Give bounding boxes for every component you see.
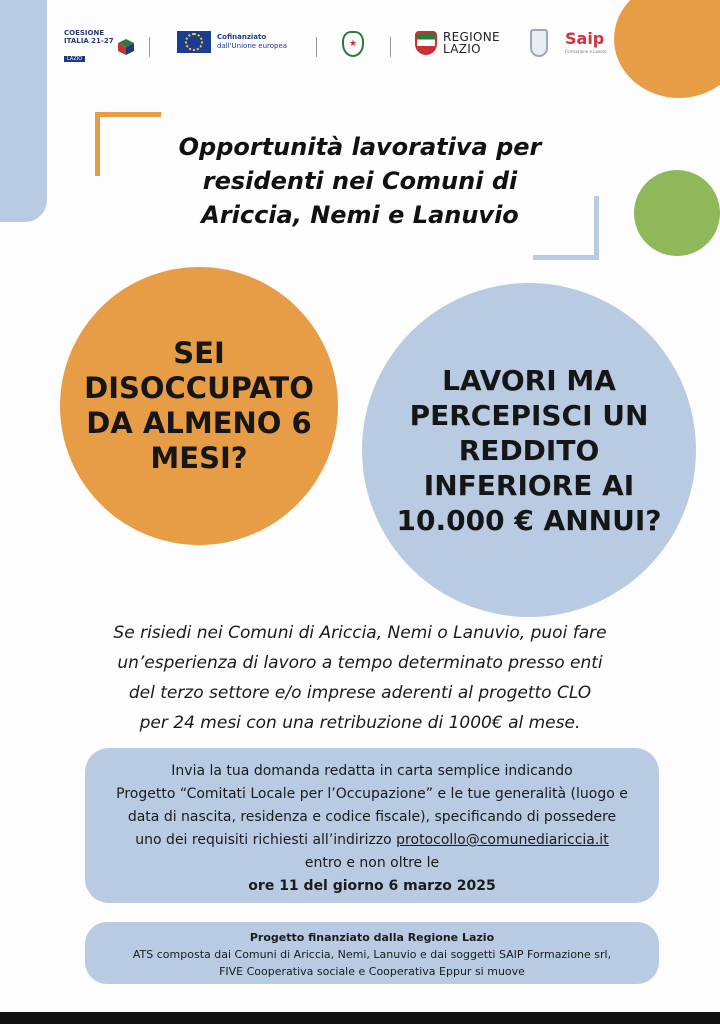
eu-flag-icon <box>177 31 211 53</box>
description-line-4: per 24 mesi con una retribuzione di 1000€ al mese. <box>139 713 581 733</box>
application-line-3: data di nascita, residenza e codice fiscale), specificando di possedere <box>127 809 617 825</box>
circle-left-line-3: DA ALMENO 6 <box>86 406 312 440</box>
decorative-orange-circle <box>614 0 720 98</box>
coesione-region: LAZIO <box>64 56 85 62</box>
description-line-2: un’esperienza di lavoro a tempo determinato presso enti <box>117 653 603 673</box>
logo-header <box>60 25 620 65</box>
emblem-star-icon: ★ <box>349 39 358 49</box>
circle-right-line-1: LAVORI MA <box>442 363 616 397</box>
bottom-strip <box>0 1012 720 1024</box>
logo-separator <box>316 37 317 57</box>
description-line-1: Se risiedi nei Comuni di Ariccia, Nemi o Lanuvio, puoi fare <box>113 623 607 643</box>
application-line-1: Invia la tua domanda redatta in carta semplice indicando <box>171 763 573 779</box>
low-income-question-circle <box>362 283 696 617</box>
deadline-text: ore 11 del giorno 6 marzo 2025 <box>248 878 496 894</box>
regione-line2: LAZIO <box>443 42 481 56</box>
eu-line2: dall'Unione europea <box>217 42 288 50</box>
circle-left-line-4: MESI? <box>150 441 248 475</box>
application-line-2: Progetto “Comitati Locale per l’Occupazione” e le tue generalità (luogo e <box>116 786 628 802</box>
application-line-5: entro e non oltre le <box>304 855 440 871</box>
coesione-line2: ITALIA 21-27 <box>64 37 114 45</box>
saip-subtitle: Formazione e Lavoro <box>565 49 607 54</box>
title-line-1: Opportunità lavorativa per <box>178 133 542 161</box>
coesione-italia-logo <box>64 29 135 64</box>
unemployed-question-circle <box>60 267 338 545</box>
job-description <box>70 618 650 738</box>
application-line-4-prefix: uno dei requisiti richiesti all’indirizzo <box>135 832 397 848</box>
decorative-orange-bracket-vertical <box>95 112 100 176</box>
decorative-blue-bar <box>0 0 47 222</box>
funding-info-box <box>85 922 659 984</box>
application-line-4 <box>85 829 659 852</box>
eu-cofinanziato-logo <box>177 31 287 53</box>
circle-left-line-2: DISOCCUPATO <box>84 371 314 405</box>
circle-right-line-4: INFERIORE AI <box>423 468 635 502</box>
funding-line-1: ATS composta dai Comuni di Ariccia, Nemi, Lanuvio e dai soggetti SAIP Formazione srl, <box>132 948 612 961</box>
regione-lazio-logo <box>415 31 500 55</box>
circle-right-line-2: PERCEPISCI UN <box>409 398 649 432</box>
comune-crest-icon <box>530 29 548 57</box>
decorative-orange-bracket-horizontal <box>95 112 161 117</box>
email-link[interactable]: protocollo@comunediariccia.it <box>396 832 609 848</box>
funding-line-2: FIVE Cooperativa sociale e Cooperativa Eppur si muove <box>219 965 525 978</box>
page-title <box>110 130 610 232</box>
title-line-2: residenti nei Comuni di <box>202 167 518 195</box>
decorative-green-circle <box>634 170 720 256</box>
description-line-3: del terzo settore e/o imprese aderenti al progetto CLO <box>128 683 592 703</box>
title-line-3: Ariccia, Nemi e Lanuvio <box>201 201 519 229</box>
circle-left-line-1: SEI <box>173 336 225 370</box>
coesione-line1: COESIONE <box>64 29 105 37</box>
lazio-shield-icon <box>415 31 437 55</box>
logo-separator <box>149 37 150 57</box>
saip-logo <box>565 29 607 54</box>
funding-heading: Progetto finanziato dalla Regione Lazio <box>249 931 495 944</box>
circle-right-line-3: REDDITO <box>458 433 600 467</box>
eu-line1: Cofinanziato <box>217 33 267 41</box>
application-instructions-box <box>85 748 659 903</box>
regione-line1: REGIONE <box>443 30 500 44</box>
decorative-blue-bracket-horizontal <box>533 255 599 260</box>
logo-separator <box>390 37 391 57</box>
saip-name: Saip <box>565 29 605 48</box>
coesione-cube-icon <box>117 38 135 56</box>
circle-right-line-5: 10.000 € ANNUI? <box>396 503 662 537</box>
